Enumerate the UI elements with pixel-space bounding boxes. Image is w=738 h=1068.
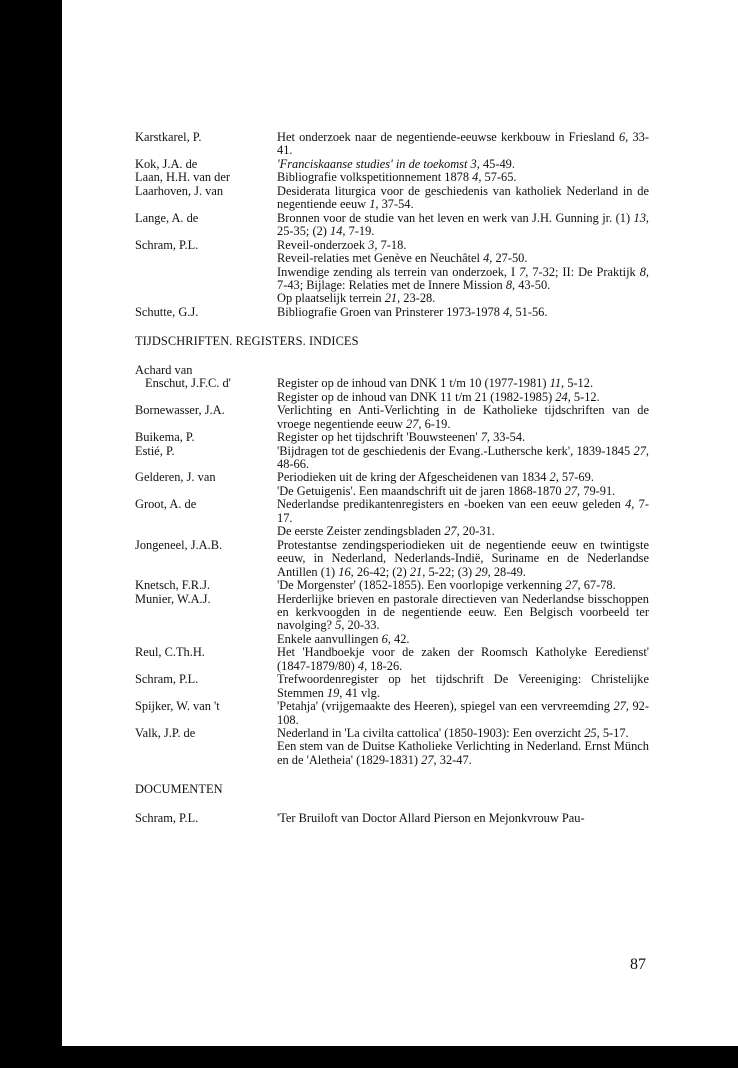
entry-text: Trefwoordenregister op het tijdschrift De Vereeniging: Christelijke Stemmen — [277, 672, 649, 700]
entry-text: Reveil-relaties met Genève en Neuchâtel — [277, 251, 484, 266]
entry-text: 5-12. — [570, 389, 600, 404]
volume-number: 27, — [564, 483, 581, 498]
entry-text: Bibliografie Groen van Prinsterer 1973-1978 — [277, 304, 504, 319]
bibliography-entry — [277, 404, 649, 431]
author-row — [135, 498, 649, 538]
entry-text: 28-49. — [490, 564, 526, 579]
entry-text: 20-33. — [344, 618, 380, 633]
entry-text: 27-50. — [492, 251, 528, 266]
entry-text: Verlichting en Anti-Verlichting in de Katholieke tijdschriften van de vroege negentiende eeuw — [277, 403, 649, 431]
author-row — [135, 404, 649, 431]
volume-number: 3, — [470, 156, 480, 171]
author-row — [135, 212, 649, 239]
entry-text: 7-18. — [377, 237, 407, 252]
entry-text: 43-50. — [515, 277, 551, 292]
entry-text: Nederlandse predikantenregisters en -boeken van een eeuw geleden — [277, 497, 626, 512]
author-row — [135, 579, 649, 592]
author-name: Karstkarel, P. — [135, 130, 202, 144]
volume-number: 8, — [639, 264, 649, 279]
volume-number: 24, — [555, 389, 571, 404]
author-row — [135, 364, 649, 377]
entry-text: 45-49. — [479, 156, 515, 171]
volume-number: 4, — [357, 658, 368, 673]
author-name: Lange, A. de — [135, 210, 199, 225]
author-name: Laarhoven, J. van — [135, 183, 224, 198]
volume-number: 4, — [472, 170, 482, 185]
volume-number: 13, — [633, 210, 649, 225]
author-name: Munier, W.A.J. — [135, 591, 211, 606]
bibliography-entry — [277, 498, 649, 525]
author-entries — [277, 593, 649, 647]
entry-text: 'De Morgenster' (1852-1855). Een voorlopige verkenning — [277, 578, 566, 593]
bibliography-entry — [277, 158, 649, 171]
entry-text: 7-17. — [277, 497, 649, 525]
author-entries — [277, 171, 649, 184]
entry-text: Een stem van de Duitse Katholieke Verlichting in Nederland. Ernst Münch en de 'Aletheia' (1829-1831) — [277, 739, 649, 767]
bibliography-entry — [277, 185, 649, 212]
author-name: Enschut, J.F.C. d' — [145, 376, 231, 391]
bibliography-entry — [277, 673, 649, 700]
bibliography-entry — [277, 377, 649, 390]
author-row — [135, 239, 649, 306]
volume-number: 6, — [381, 631, 391, 646]
bibliography-entry — [277, 171, 649, 184]
entry-text: De eerste Zeister zendingsbladen — [277, 524, 445, 539]
entry-text: 'Ter Bruiloft van Doctor Allard Pierson en Mejonkvrouw Pau- — [277, 810, 585, 825]
author-entries — [277, 364, 649, 377]
author-entries — [277, 471, 649, 498]
author-entries — [277, 673, 649, 700]
entry-text: Register op het tijdschrift 'Bouwsteenen' — [277, 430, 481, 445]
volume-number: 7, — [519, 264, 529, 279]
author-row — [135, 700, 649, 727]
entry-text: 26-42; (2) — [353, 564, 410, 579]
bibliography-entry — [277, 633, 649, 646]
author-entries — [277, 212, 649, 239]
volume-number: 2, — [549, 470, 559, 485]
entry-text: 7-19. — [345, 224, 375, 239]
author-row — [135, 185, 649, 212]
entry-text: 18-26. — [367, 658, 403, 673]
entry-text: Op plaatselijk terrein — [277, 291, 385, 306]
author-entries — [277, 377, 649, 404]
entry-text: Bronnen voor de studie van het leven en werk van J.H. Gunning jr. (1) — [277, 210, 634, 225]
bibliography-entry — [277, 252, 649, 265]
volume-number: 27, — [565, 578, 581, 593]
bibliography-entry — [277, 471, 649, 484]
volume-number: 'Franciskaanse studies' in de toekomst — [277, 156, 471, 171]
author-entries — [277, 131, 649, 158]
author-row — [135, 131, 649, 158]
volume-number: 14, — [330, 224, 346, 239]
author-entries — [277, 445, 649, 472]
author-row — [135, 306, 649, 319]
author-row — [135, 727, 649, 767]
entry-text: Herderlijke brieven en pastorale directieven van Nederlandse bisschoppen en kerkvoogden in de negentiende eeuw. Een Belgisch voorbeeld ter navolging? — [277, 591, 649, 633]
volume-number: 4, — [625, 497, 635, 512]
entry-text: 33-54. — [490, 430, 526, 445]
author-name: Schram, P.L. — [135, 237, 199, 252]
entry-text: Reveil-onderzoek — [277, 237, 369, 252]
volume-number: 16, — [338, 564, 354, 579]
volume-number: 19, — [326, 685, 343, 700]
author-entries — [277, 431, 649, 444]
author-name: Laan, H.H. van der — [135, 170, 230, 185]
entry-text: Register op de inhoud van DNK 11 t/m 21 (1982-1985) — [277, 389, 556, 404]
author-entries — [277, 158, 649, 171]
volume-number: 25, — [584, 726, 600, 741]
author-row — [135, 812, 649, 825]
entry-text: 51-56. — [512, 304, 548, 319]
volume-number: 4, — [503, 304, 513, 319]
author-entries — [277, 539, 649, 579]
bibliography-section — [135, 335, 649, 767]
volume-number: 21, — [409, 564, 426, 579]
bibliography-entry — [277, 700, 649, 727]
bibliography-entry — [277, 525, 649, 538]
author-entries — [277, 185, 649, 212]
author-name: Kok, J.A. de — [135, 156, 198, 171]
author-row — [135, 171, 649, 184]
author-name: Schram, P.L. — [135, 810, 199, 825]
bibliography-entry — [277, 131, 649, 158]
author-row — [135, 471, 649, 498]
author-entries — [277, 306, 649, 319]
author-name: Spijker, W. van 't — [135, 699, 220, 714]
bibliography-section — [135, 131, 649, 319]
author-name: Reul, C.Th.H. — [135, 645, 205, 660]
volume-number: 1, — [369, 197, 379, 212]
volume-number: 8, — [505, 277, 516, 292]
entry-text: 32-47. — [436, 752, 472, 767]
bibliography-entry — [277, 812, 649, 825]
entry-text: Periodieken uit de kring der Afgescheidenen van 1834 — [277, 470, 550, 485]
author-name: Schutte, G.J. — [135, 304, 199, 319]
author-entries — [277, 239, 649, 306]
entry-text: 57-69. — [558, 470, 594, 485]
volume-number: 27, — [633, 443, 649, 458]
author-entries — [277, 700, 649, 727]
bibliography-entry — [277, 727, 649, 740]
entry-text: 37-54. — [378, 197, 414, 212]
bibliography-entry — [277, 212, 649, 239]
volume-number: 7, — [480, 430, 491, 445]
author-entries — [277, 727, 649, 767]
author-entries — [277, 579, 649, 592]
bibliography-entry — [277, 292, 649, 305]
entry-text: 42. — [390, 631, 410, 646]
author-name: Groot, A. de — [135, 497, 197, 512]
author-entries — [277, 404, 649, 431]
author-name: Bornewasser, J.A. — [135, 403, 225, 418]
author-row — [135, 673, 649, 700]
entry-text: Enkele aanvullingen — [277, 631, 382, 646]
section-heading: DOCUMENTEN — [135, 782, 223, 797]
entry-text: 5-12. — [564, 376, 594, 391]
entry-text: Desiderata liturgica voor de geschiedenis van katholiek Nederland in de negentiende eeuw — [277, 183, 649, 212]
entry-text: 25-35; (2) — [277, 224, 330, 239]
author-name: Buikema, P. — [135, 430, 195, 445]
bibliography-entry — [277, 445, 649, 472]
section-heading: TIJDSCHRIFTEN. REGISTERS. INDICES — [135, 334, 359, 349]
volume-number: 21, — [384, 291, 401, 306]
entry-text: 7-32; II: De Praktijk — [528, 264, 640, 279]
entry-text: 23-28. — [400, 291, 436, 306]
volume-number: 6, — [618, 130, 629, 144]
entry-text: 41 vlg. — [342, 685, 380, 700]
entry-text: 57-65. — [481, 170, 517, 185]
entry-text: 6-19. — [421, 416, 451, 431]
author-entries — [277, 646, 649, 673]
author-row — [135, 431, 649, 444]
bibliography-entry — [277, 539, 649, 579]
bibliography-entry — [277, 593, 649, 633]
entry-text: 48-66. — [277, 456, 310, 471]
author-row — [135, 445, 649, 472]
author-row — [135, 377, 649, 404]
author-entries — [277, 498, 649, 538]
bibliography-entry — [277, 391, 649, 404]
author-row — [135, 593, 649, 647]
entry-text: 79-91. — [580, 483, 616, 498]
bibliography-entry — [277, 306, 649, 319]
entry-text: Nederland in 'La civilta cattolica' (1850-1903): Een overzicht — [277, 726, 585, 741]
author-row — [135, 646, 649, 673]
volume-number: 5, — [335, 618, 345, 633]
bibliography-section — [135, 783, 649, 825]
entry-text: Het onderzoek naar de negentiende-eeuwse kerkbouw in Friesland — [277, 130, 619, 144]
bibliography-entry — [277, 740, 649, 767]
page-number: 87 — [630, 956, 646, 973]
bibliography-content — [135, 131, 649, 825]
author-name: Valk, J.P. de — [135, 726, 196, 741]
entry-text: 'Bijdragen tot de geschiedenis der Evang.-Luthersche kerk', 1839-1845 — [277, 443, 634, 458]
entry-text: 20-31. — [459, 524, 495, 539]
scan-bottom-border — [0, 1046, 738, 1068]
volume-number: 27, — [406, 416, 422, 431]
scan-left-border — [0, 0, 62, 1068]
entry-text: Protestantse zendingsperiodieken uit de negentiende eeuw en twintigste eeuw, in Nederland, Nederlands-Indië, Suriname en de Nederlandse Antillen (1) — [277, 537, 649, 579]
entry-text: 33-41. — [277, 130, 649, 158]
entry-text: Register op de inhoud van DNK 1 t/m 10 (1977-1981) — [277, 376, 550, 391]
volume-number: 27, — [421, 752, 437, 767]
author-name: Estié, P. — [135, 443, 175, 458]
volume-number: 4, — [483, 251, 493, 266]
author-name: Schram, P.L. — [135, 672, 199, 687]
entry-text: 'De Getuigenis'. Een maandschrift uit de jaren 1868-1870 — [277, 483, 565, 498]
entry-text: 92-108. — [277, 699, 649, 727]
bibliography-entry — [277, 485, 649, 498]
bibliography-entry — [277, 579, 649, 592]
volume-number: 27, — [613, 699, 629, 714]
entry-text: 67-78. — [580, 578, 616, 593]
bibliography-entry — [277, 239, 649, 252]
author-name: Jongeneel, J.A.B. — [135, 537, 223, 552]
entry-text: Inwendige zending als terrein van onderzoek, I — [277, 264, 520, 279]
bibliography-entry — [277, 266, 649, 293]
author-row — [135, 539, 649, 579]
entry-text: 5-22; (3) — [425, 564, 476, 579]
volume-number: 11, — [549, 376, 565, 391]
author-entries — [277, 812, 649, 825]
author-name: Gelderen, J. van — [135, 470, 216, 485]
author-name: Achard van — [135, 362, 193, 377]
bibliography-entry — [277, 646, 649, 673]
volume-number: 27, — [444, 524, 460, 539]
entry-text: 5-17. — [599, 726, 629, 741]
volume-number: 3, — [368, 237, 378, 252]
author-row — [135, 158, 649, 171]
entry-text: Het 'Handboekje voor de zaken der Roomsch Katholyke Eeredienst' (1847-1879/80) — [277, 645, 649, 673]
volume-number: 29, — [475, 564, 491, 579]
entry-text: 7-43; Bijlage: Relaties met de Innere Mission — [277, 277, 506, 292]
entry-text: Bibliografie volkspetitionnement 1878 — [277, 170, 473, 185]
entry-text: 'Petahja' (vrijgemaakte des Heeren), spiegel van een vervreemding — [277, 699, 614, 714]
bibliography-entry — [277, 431, 649, 444]
author-name: Knetsch, F.R.J. — [135, 578, 211, 593]
